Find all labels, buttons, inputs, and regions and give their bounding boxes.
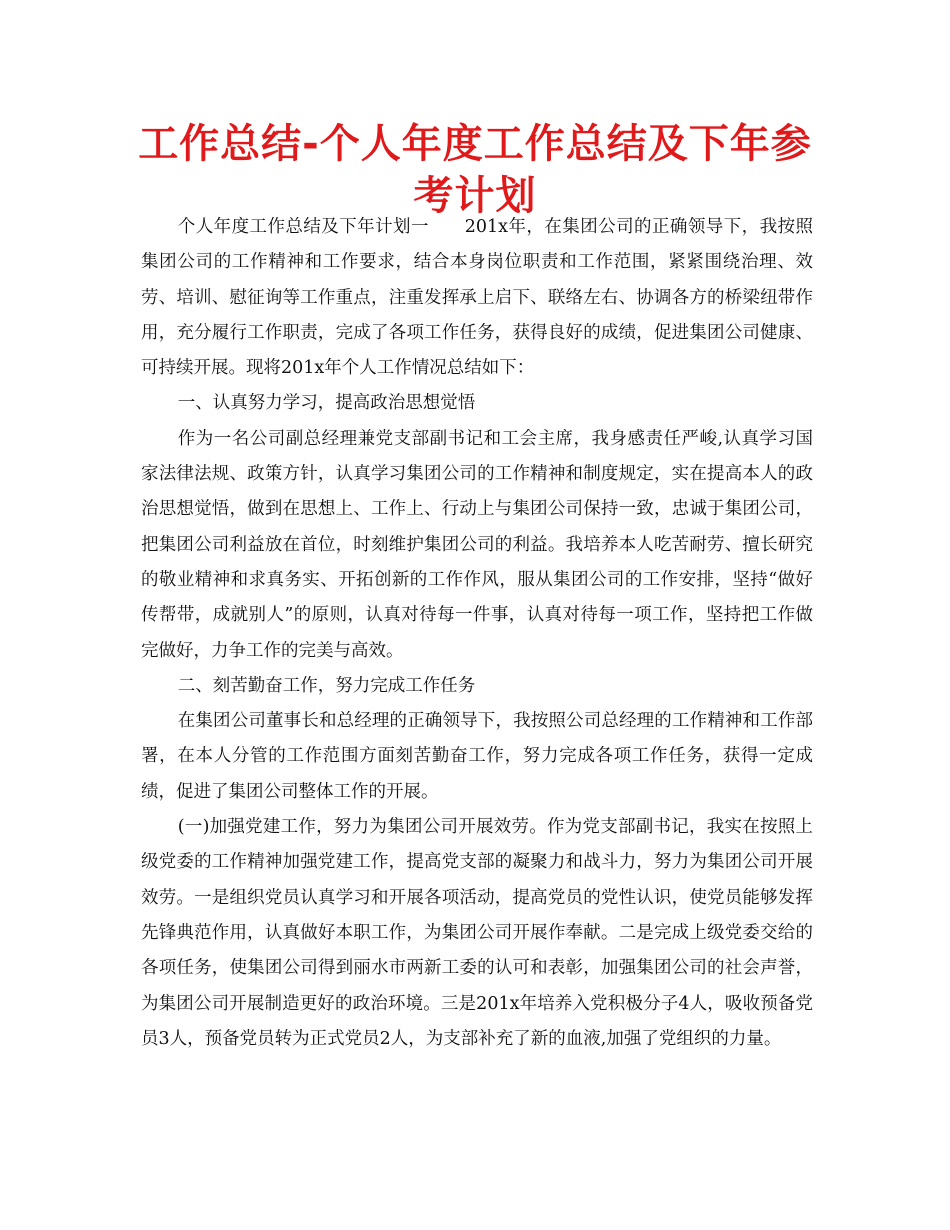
- document-title: 工作总结-个人年度工作总结及下年参考计划: [138, 121, 812, 219]
- section-heading-1: 一、认真努力学习，提高政治思想觉悟: [177, 393, 476, 414]
- paragraph-intro: 个人年度工作总结及下年计划一 201x年，在集团公司的正确领导下，我按照集团公司的工作精神和工作要求，结合本身岗位职责和工作范围，紧紧围绕治理、效劳、培训、慰征询等工作重点，注重发挥承上启下、联络左右、协调各方的桥梁纽带作用，充分履行工作职责，完成了各项工作任务，获得良好的成绩，促进集团公司健康、可持续开展。现将201x年个人工作情况总结如下：: [141, 217, 813, 379]
- section-heading-2: 二、刻苦勤奋工作，努力完成工作任务: [177, 675, 476, 696]
- paragraph-subsection-1: (一)加强党建工作，努力为集团公司开展效劳。作为党支部副书记，我实在按照上级党委的工作精神加强党建工作，提高党支部的凝聚力和战斗力，努力为集团公司开展效劳。一是组织党员认真学习和开展各项活动，提高党员的党性认识，使党员能够发挥先锋典范作用，认真做好本职工作，为集团公司开展作奉献。二是完成上级党委交给的各项任务，使集团公司得到丽水市两新工委的认可和表彰，加强集团公司的社会声誉，为集团公司开展制造更好的政治环境。三是201x年培养入党积极分子4人，吸收预备党员3人，预备党员转为正式党员2人，为支部补充了新的血液,加强了党组织的力量。: [141, 817, 813, 1049]
- paragraph-section-2: 在集团公司董事长和总经理的正确领导下，我按照公司总经理的工作精神和工作部署，在本人分管的工作范围方面刻苦勤奋工作，努力完成各项工作任务，获得一定成绩，促进了集团公司整体工作的开展。: [141, 711, 813, 802]
- paragraph-section-1: 作为一名公司副总经理兼党支部副书记和工会主席，我身感责任严峻,认真学习国家法律法规、政策方针，认真学习集团公司的工作精神和制度规定，实在提高本人的政治思想觉悟，做到在思想上、工作上、行动上与集团公司保持一致，忠诚于集团公司，把集团公司利益放在首位，时刻维护集团公司的利益。我培养本人吃苦耐劳、擅长研究的敬业精神和求真务实、开拓创新的工作作风，服从集团公司的工作安排，坚持“做好传帮带，成就别人”的原则，认真对待每一件事，认真对待每一项工作，坚持把工作做完做好，力争工作的完美与高效。: [141, 428, 813, 661]
- document-body: [141, 210, 813, 1057]
